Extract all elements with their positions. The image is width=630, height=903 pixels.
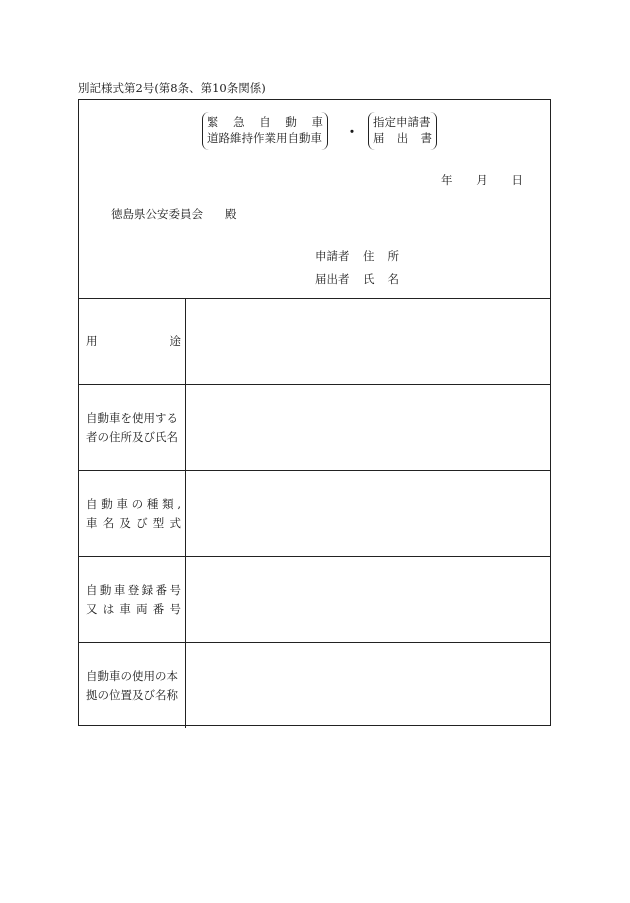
title-char: 車 xyxy=(311,115,323,129)
form-caption: 別記様式第2号(第8条、第10条関係) xyxy=(78,81,266,95)
row-label xyxy=(79,557,186,642)
row-label-text: び xyxy=(136,515,148,530)
row-label-line xyxy=(86,581,181,600)
row-label-line xyxy=(86,428,181,447)
row-label-line xyxy=(86,667,181,686)
applicant-address-line xyxy=(315,248,399,264)
title-char: 書 xyxy=(420,131,432,145)
row-label-text: 号 xyxy=(169,582,181,597)
table-row xyxy=(79,557,550,643)
date-char: 日 xyxy=(511,173,523,187)
row-label-text: 類 xyxy=(162,496,174,511)
title-char: 届 xyxy=(373,131,385,145)
row-label-text: 両 xyxy=(136,601,148,616)
row-value-field[interactable] xyxy=(186,471,550,556)
row-label-text: 録 xyxy=(141,582,154,597)
row-label-line xyxy=(86,600,181,619)
row-label-text: 者の住所及び氏名 xyxy=(86,429,178,444)
emergency-vehicle-label xyxy=(207,114,323,130)
row-label-text: 種 xyxy=(146,496,159,511)
row-label xyxy=(79,299,186,384)
title-char: 自 xyxy=(259,115,271,129)
addressee-name: 徳島県公安委員会 xyxy=(111,207,203,221)
notification-label xyxy=(373,130,432,146)
table-row xyxy=(79,299,550,385)
row-value-field[interactable] xyxy=(186,557,550,642)
title-char: 動 xyxy=(285,115,297,129)
row-label-text: の xyxy=(131,496,144,511)
row-label-text: 車 xyxy=(119,601,131,616)
row-label-text: 車 xyxy=(86,515,98,530)
applicant-field-label xyxy=(363,271,399,287)
row-label-text: 番 xyxy=(155,582,168,597)
document-type-bracket xyxy=(368,112,437,150)
row-label-text: 用 xyxy=(86,334,98,348)
row-label-text: 自動車の使用の本 xyxy=(86,668,178,683)
row-label-line xyxy=(86,686,181,705)
row-label xyxy=(79,385,186,470)
applicant-field-char: 所 xyxy=(387,249,399,263)
title-char: 緊 xyxy=(207,115,219,129)
row-label-text: 自動車を使用する xyxy=(86,410,178,425)
applicant-role: 申請者 xyxy=(315,249,350,263)
row-label-line xyxy=(86,409,181,428)
date-char: 年 xyxy=(441,173,453,187)
applicant-field-label xyxy=(363,248,399,264)
form-header xyxy=(79,100,550,299)
row-label-text: 号 xyxy=(169,601,181,616)
row-label-text: 動 xyxy=(101,496,113,511)
row-label-text: 途 xyxy=(169,334,181,348)
row-label-text: 拠の位置及び名称 xyxy=(86,687,178,702)
applicant-field-char: 住 xyxy=(363,249,375,263)
applicant-field-char: 氏 xyxy=(363,272,375,286)
application-form xyxy=(78,99,551,726)
row-label-text: は xyxy=(102,601,115,616)
row-label-text: 型 xyxy=(152,515,165,530)
table-row xyxy=(79,385,550,471)
date-line xyxy=(441,172,523,188)
row-label-text: 及 xyxy=(119,515,131,530)
row-label-text: 登 xyxy=(127,582,140,597)
title-char: 出 xyxy=(396,131,409,145)
row-label-text: 車 xyxy=(116,496,128,511)
row-label-text: 自 xyxy=(86,582,98,597)
row-value-field[interactable] xyxy=(186,299,550,384)
applicant-role: 届出者 xyxy=(315,272,350,286)
row-label xyxy=(79,471,186,556)
road-maintenance-vehicle-label: 道路維持作業用自動車 xyxy=(207,131,322,145)
row-label-text: 名 xyxy=(102,515,115,530)
table-row xyxy=(79,643,550,728)
title-char: 急 xyxy=(233,115,245,129)
row-label-text: 動 xyxy=(99,582,112,597)
vehicle-type-bracket xyxy=(202,112,328,150)
table-row xyxy=(79,471,550,557)
row-label-text: 又 xyxy=(86,601,98,616)
row-value-field[interactable] xyxy=(186,643,550,728)
applicant-field-char: 名 xyxy=(387,272,399,286)
row-label-text: 番 xyxy=(152,601,165,616)
form-table xyxy=(79,299,550,728)
applicant-name-line xyxy=(315,271,399,287)
addressee xyxy=(111,206,237,222)
row-label-text: , xyxy=(177,496,181,511)
date-char: 月 xyxy=(476,173,488,187)
row-value-field[interactable] xyxy=(186,385,550,470)
row-label-text: 式 xyxy=(169,515,181,530)
title-separator: ・ xyxy=(345,125,359,141)
row-label-text: 車 xyxy=(113,582,126,597)
row-label-line xyxy=(86,495,181,514)
designation-application-label: 指定申請書 xyxy=(373,115,431,129)
row-label-line xyxy=(86,514,181,533)
row-label-text: 自 xyxy=(86,496,98,511)
row-label-line xyxy=(86,332,181,351)
addressee-honorific: 殿 xyxy=(225,207,237,221)
row-label xyxy=(79,643,186,728)
